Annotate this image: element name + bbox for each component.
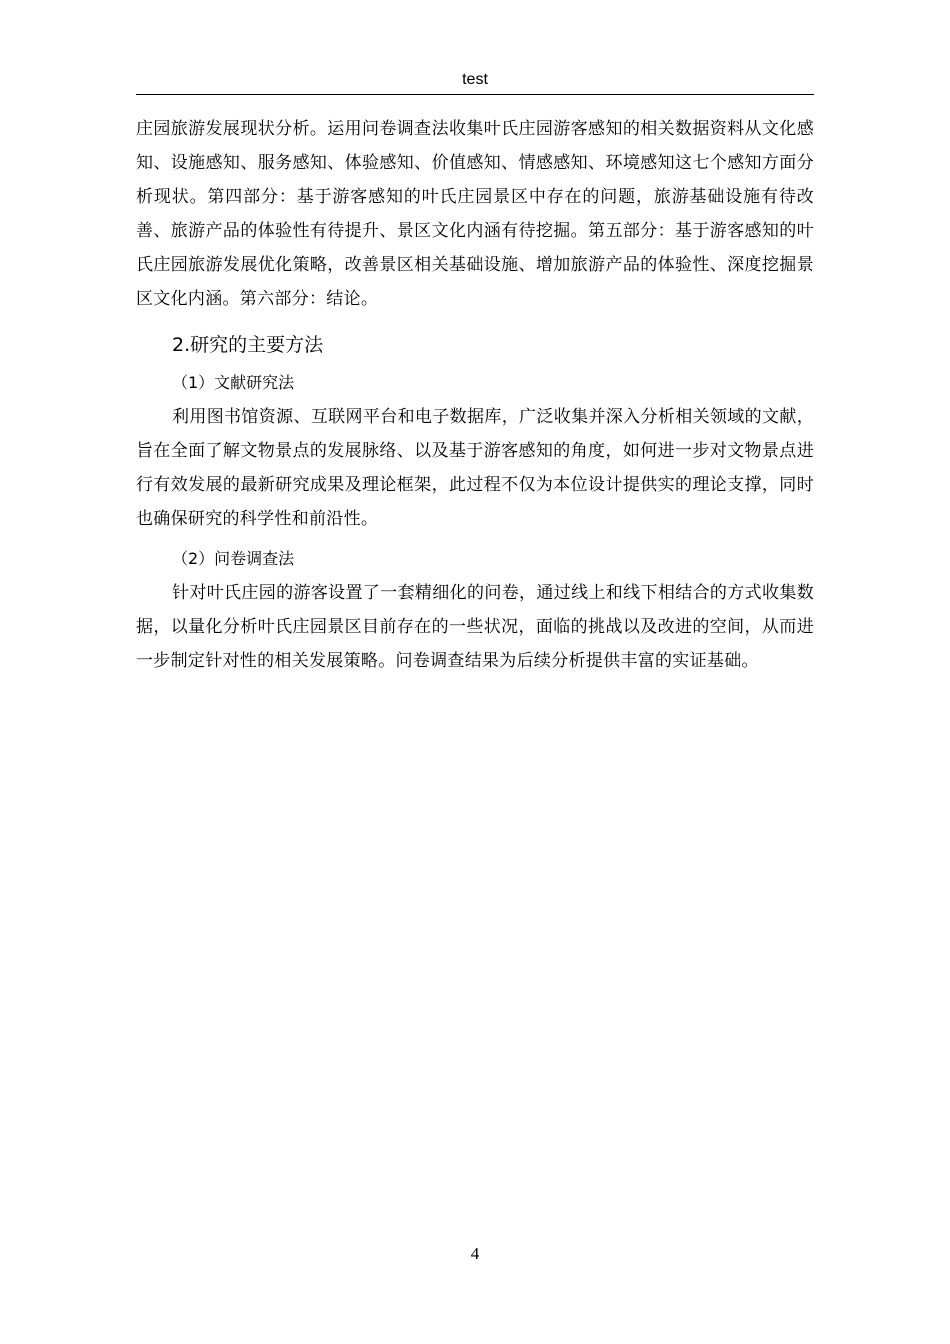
method-1-paragraph: 利用图书馆资源、互联网平台和电子数据库，广泛收集并深入分析相关领域的文献，旨在全面了解文物景点的发展脉络、以及基于游客感知的角度，如何进一步对文物景点进行有效发展的最新研究成果及理论框架，此过程不仅为本位设计提供实的理论支撑，同时也确保研究的科学性和前沿性。 <box>136 407 814 529</box>
section-heading: 2.研究的主要方法 <box>172 334 324 356</box>
method-2-paragraph: 针对叶氏庄园的游客设置了一套精细化的问卷，通过线上和线下相结合的方式收集数据，以量化分析叶氏庄园景区目前存在的一些状况，面临的挑战以及改进的空间，从而进一步制定针对性的相关发展策略。问卷调查结果为后续分析提供丰富的实证基础。 <box>136 583 814 671</box>
page-number: 4 <box>470 1244 480 1263</box>
page-header <box>136 68 814 95</box>
method-2-heading: （2）问卷调查法 <box>172 549 295 568</box>
method-1-heading: （1）文献研究法 <box>172 373 295 392</box>
document-body <box>136 112 814 678</box>
intro-paragraph: 庄园旅游发展现状分析。运用问卷调查法收集叶氏庄园游客感知的相关数据资料从文化感知、设施感知、服务感知、体验感知、价值感知、情感感知、环境感知这七个感知方面分析现状。第四部分：基于游客感知的叶氏庄园景区中存在的问题，旅游基础设施有待改善、旅游产品的体验性有待提升、景区文化内涵有待挖掘。第五部分：基于游客感知的叶氏庄园旅游发展优化策略，改善景区相关基础设施、增加旅游产品的体验性、深度挖掘景区文化内涵。第六部分：结论。 <box>136 119 814 309</box>
header-text: test <box>462 71 488 88</box>
